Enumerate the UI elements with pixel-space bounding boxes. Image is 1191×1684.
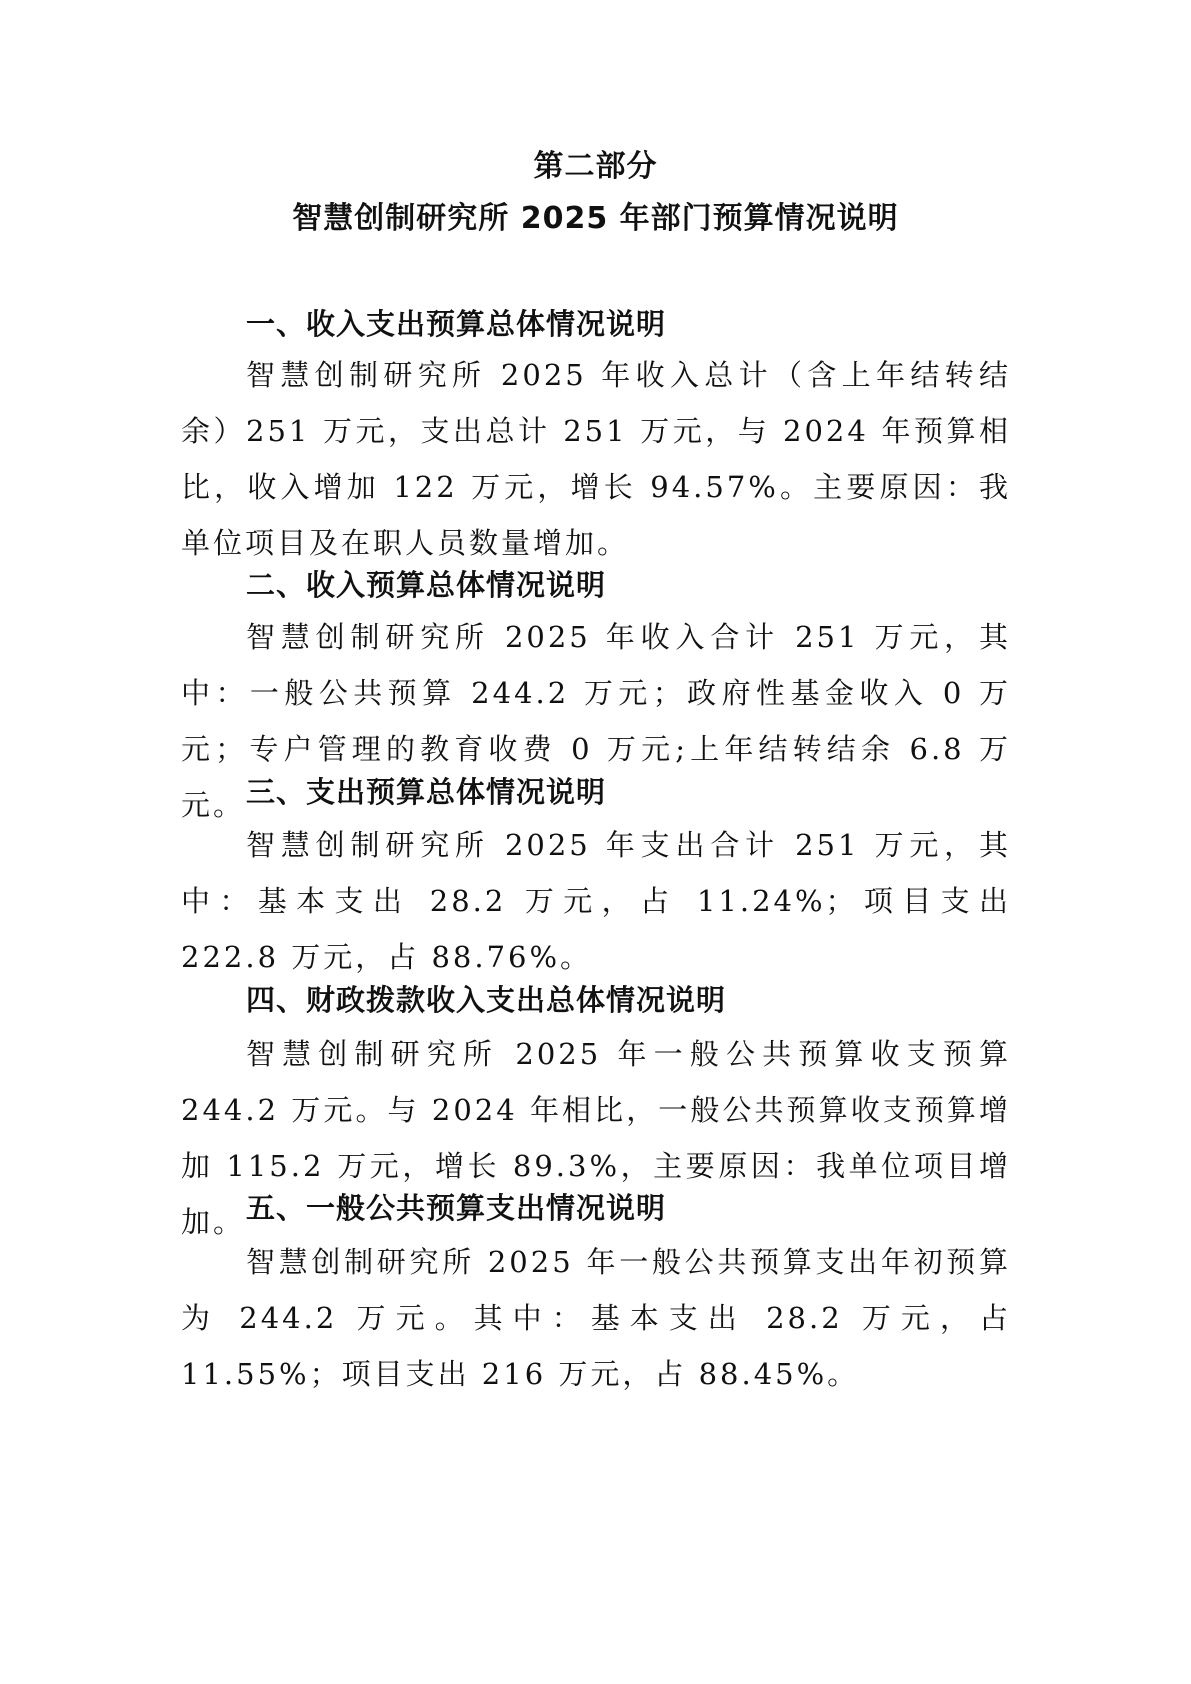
section-heading-1: 一、收入支出预算总体情况说明: [246, 307, 667, 341]
section-body-1: 智慧创制研究所 2025 年收入总计（含上年结转结余）251 万元，支出总计 251 万元，与 2024 年预算相比，收入增加 122 万元，增长 94.57%。主要原因：我单位项目及在职人员数量增加。: [181, 358, 1011, 560]
section-heading-5: 五、一般公共预算支出情况说明: [246, 1191, 667, 1225]
section-body-4: 智慧创制研究所 2025 年一般公共预算收支预算 244.2 万元。与 2024 年相比，一般公共预算收支预算增加 115.2 万元，增长 89.3%，主要原因：我单位项目增加。: [181, 1037, 1011, 1239]
section-heading-3: 三、支出预算总体情况说明: [246, 775, 607, 809]
section-body-2: 智慧创制研究所 2025 年收入合计 251 万元，其中：一般公共预算 244.2 万元；政府性基金收入 0 万元；专户管理的教育收费 0 万元;上年结转结余 6.8 万元。: [181, 620, 1011, 822]
part-title: 第二部分: [533, 149, 658, 184]
section-body-3: 智慧创制研究所 2025 年支出合计 251 万元，其中：基本支出 28.2 万元，占 11.24%；项目支出 222.8 万元，占 88.76%。: [181, 828, 1011, 974]
section-body-5: 智慧创制研究所 2025 年一般公共预算支出年初预算为 244.2 万元。其中：基本支出 28.2 万元，占 11.55%；项目支出 216 万元，占 88.45%。: [181, 1245, 1011, 1391]
section-heading-4: 四、财政拨款收入支出总体情况说明: [246, 983, 727, 1017]
section-heading-2: 二、收入预算总体情况说明: [246, 568, 607, 602]
document-title: 智慧创制研究所 2025 年部门预算情况说明: [292, 201, 899, 236]
